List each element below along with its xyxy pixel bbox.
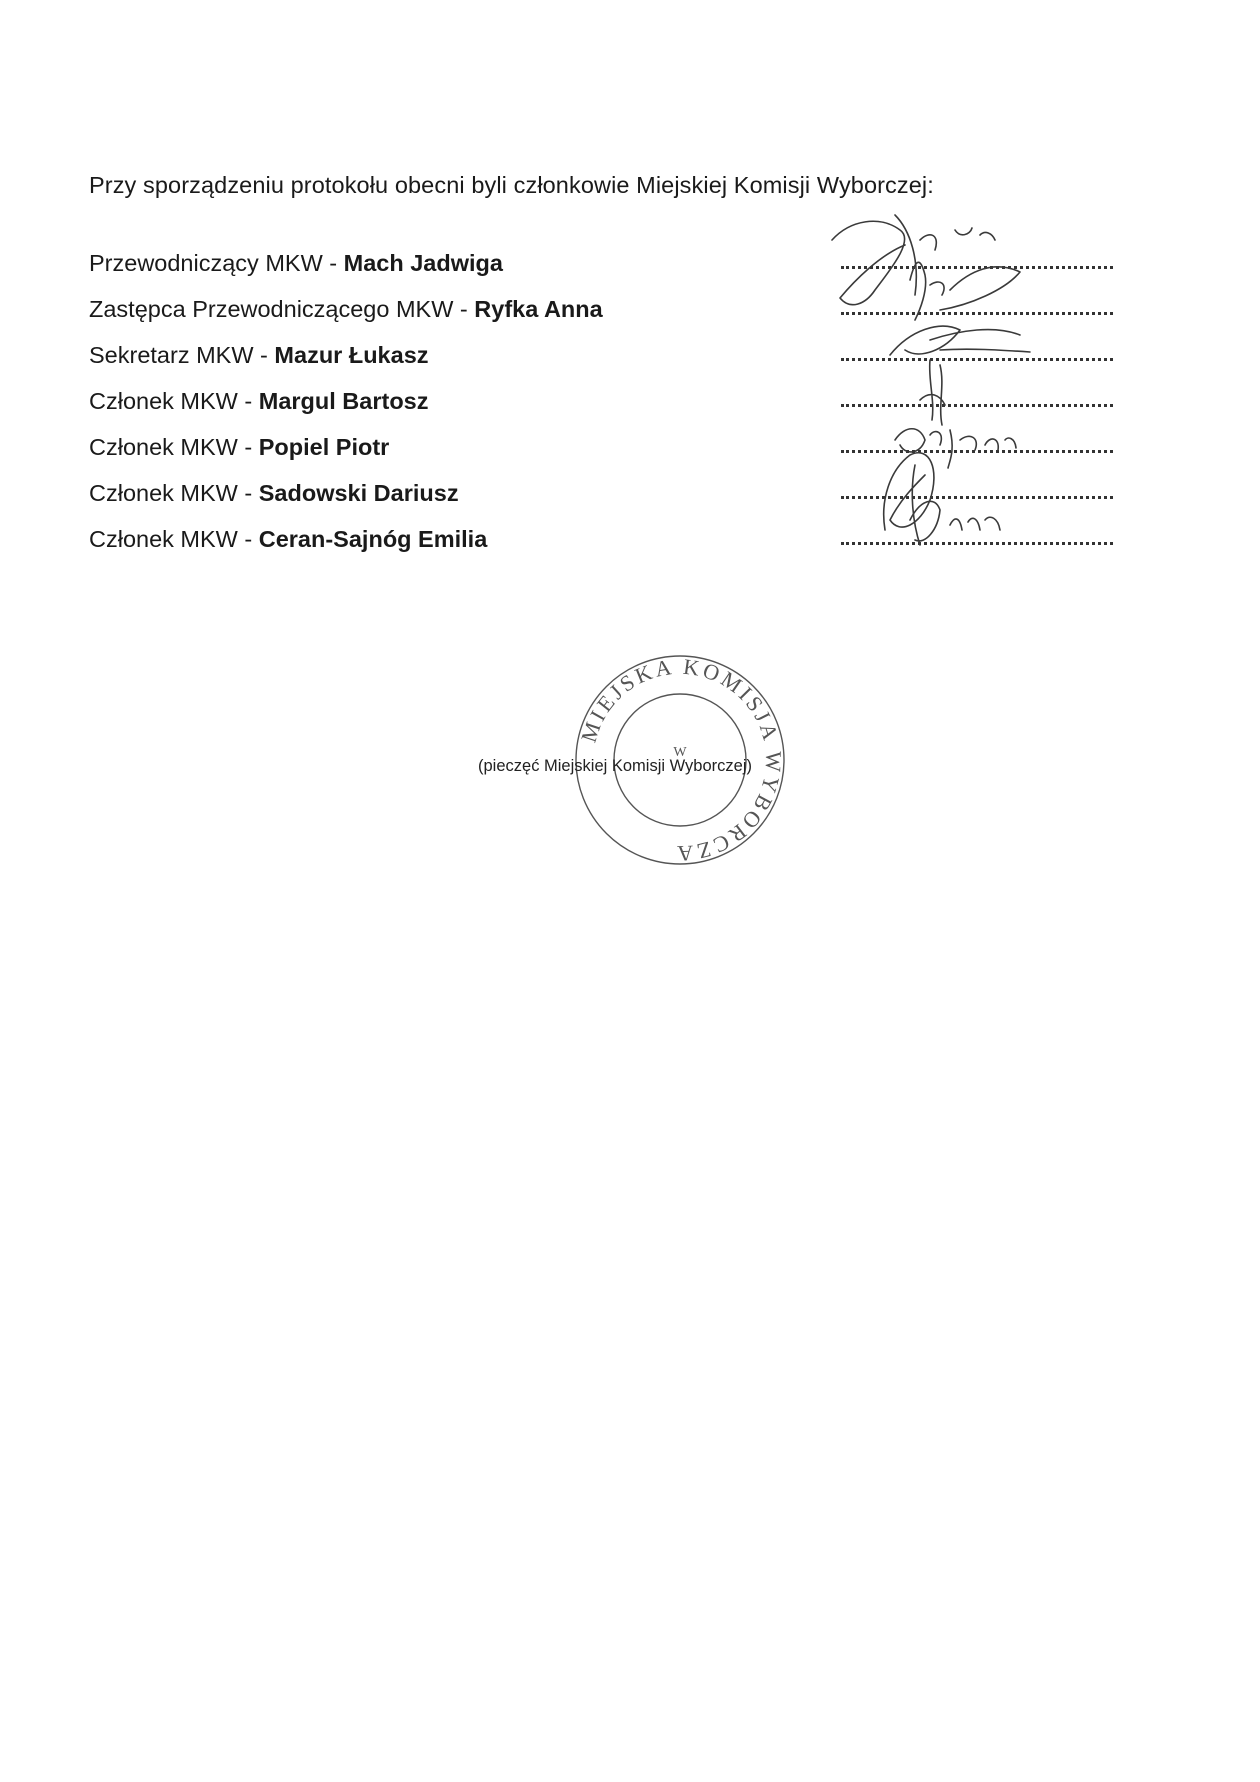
member-role: Członek MKW - xyxy=(89,388,259,414)
signatures-scribble xyxy=(820,200,1120,570)
member-name: Ceran-Sajnóg Emilia xyxy=(258,526,488,552)
member-role: Zastępca Przewodniczącego MKW - xyxy=(89,296,475,322)
signature-2 xyxy=(910,262,1020,320)
member-role: Sekretarz MKW - xyxy=(89,342,275,368)
member-role: Członek MKW - xyxy=(89,434,259,460)
member-name: Popiel Piotr xyxy=(258,434,390,460)
stamp-center-text: W xyxy=(673,745,687,760)
signature-4 xyxy=(920,360,945,425)
member-name: Margul Bartosz xyxy=(258,388,429,414)
signature-3 xyxy=(890,326,1030,355)
member-role: Przewodniczący MKW - xyxy=(89,250,344,276)
member-name: Mach Jadwiga xyxy=(343,250,503,276)
signature-5 xyxy=(895,429,1016,468)
member-role: Członek MKW - xyxy=(89,480,259,506)
signature-1 xyxy=(832,215,995,305)
signature-7 xyxy=(910,501,1000,541)
member-name: Mazur Łukasz xyxy=(274,342,429,368)
stamp-ring-text: MIEJSKA KOMISJA WYBORCZA xyxy=(575,653,787,867)
intro-text: Przy sporządzeniu protokołu obecni byli członkowie Miejskiej Komisji Wyborczej: xyxy=(89,172,934,198)
member-role: Członek MKW - xyxy=(89,526,259,552)
member-name: Sadowski Dariusz xyxy=(258,480,459,506)
stamp-caption: (pieczęć Miejskiej Komisji Wyborczej) xyxy=(478,757,752,775)
signature-6 xyxy=(884,453,934,545)
member-name: Ryfka Anna xyxy=(474,296,603,322)
